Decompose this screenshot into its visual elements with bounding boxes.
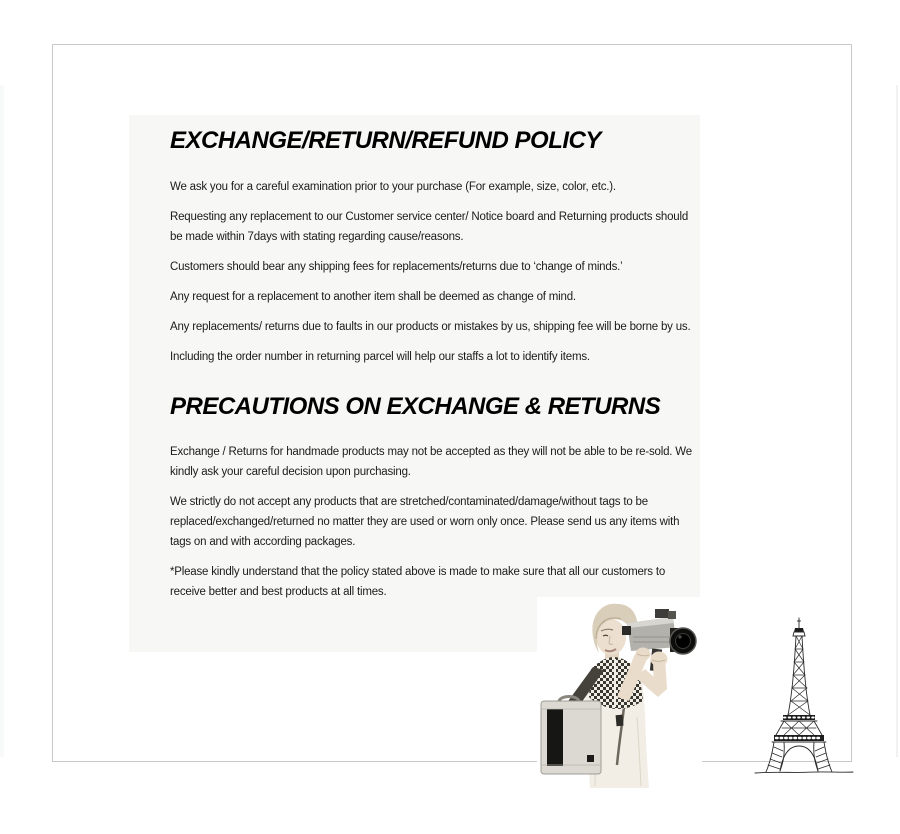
policy-paragraph: Including the order number in returning parcel will help our staffs a lot to identify items. xyxy=(170,350,590,363)
eiffel-tower-sketch-icon xyxy=(753,615,855,777)
section-heading-exchange-return-refund: EXCHANGE/RETURN/REFUND POLICY xyxy=(170,127,601,154)
policy-paragraph: Any replacements/ returns due to faults in our products or mistakes by us, shipping fee will be borne by us. xyxy=(170,320,691,333)
right-edge-strip xyxy=(896,85,898,757)
policy-paragraph: We strictly do not accept any products that are stretched/contaminated/damage/without tags to be replaced/exchanged/returned no matter they are used or worn only once. Please send us any items with tags on and with according packages. xyxy=(170,496,680,549)
policy-paragraph: Requesting any replacement to our Customer service center/ Notice board and Returning products should be made within 7days with stating regarding cause/reasons. xyxy=(170,210,689,243)
section-heading-precautions: PRECAUTIONS ON EXCHANGE & RETURNS xyxy=(170,392,661,420)
policy-panel xyxy=(129,115,700,652)
policy-paragraph: Exchange / Returns for handmade products may not be accepted as they will not be able to be re-sold. We kindly ask your careful decision upon purchasing. xyxy=(170,446,692,479)
policy-content-box xyxy=(52,44,852,762)
policy-paragraph: Any request for a replacement to another item shall be deemed as change of mind. xyxy=(170,290,576,303)
left-edge-strip xyxy=(0,85,4,757)
woman-with-camera-photo xyxy=(537,597,702,790)
policy-paragraph: We ask you for a careful examination prior to your purchase (For example, size, color, etc.). xyxy=(170,180,616,193)
policy-paragraph: Customers should bear any shipping fees for replacements/returns due to ‘change of minds.’ xyxy=(170,260,623,273)
policy-paragraph: *Please kindly understand that the policy stated above is made to make sure that all our customers to receive better and best products at all times. xyxy=(170,566,666,599)
